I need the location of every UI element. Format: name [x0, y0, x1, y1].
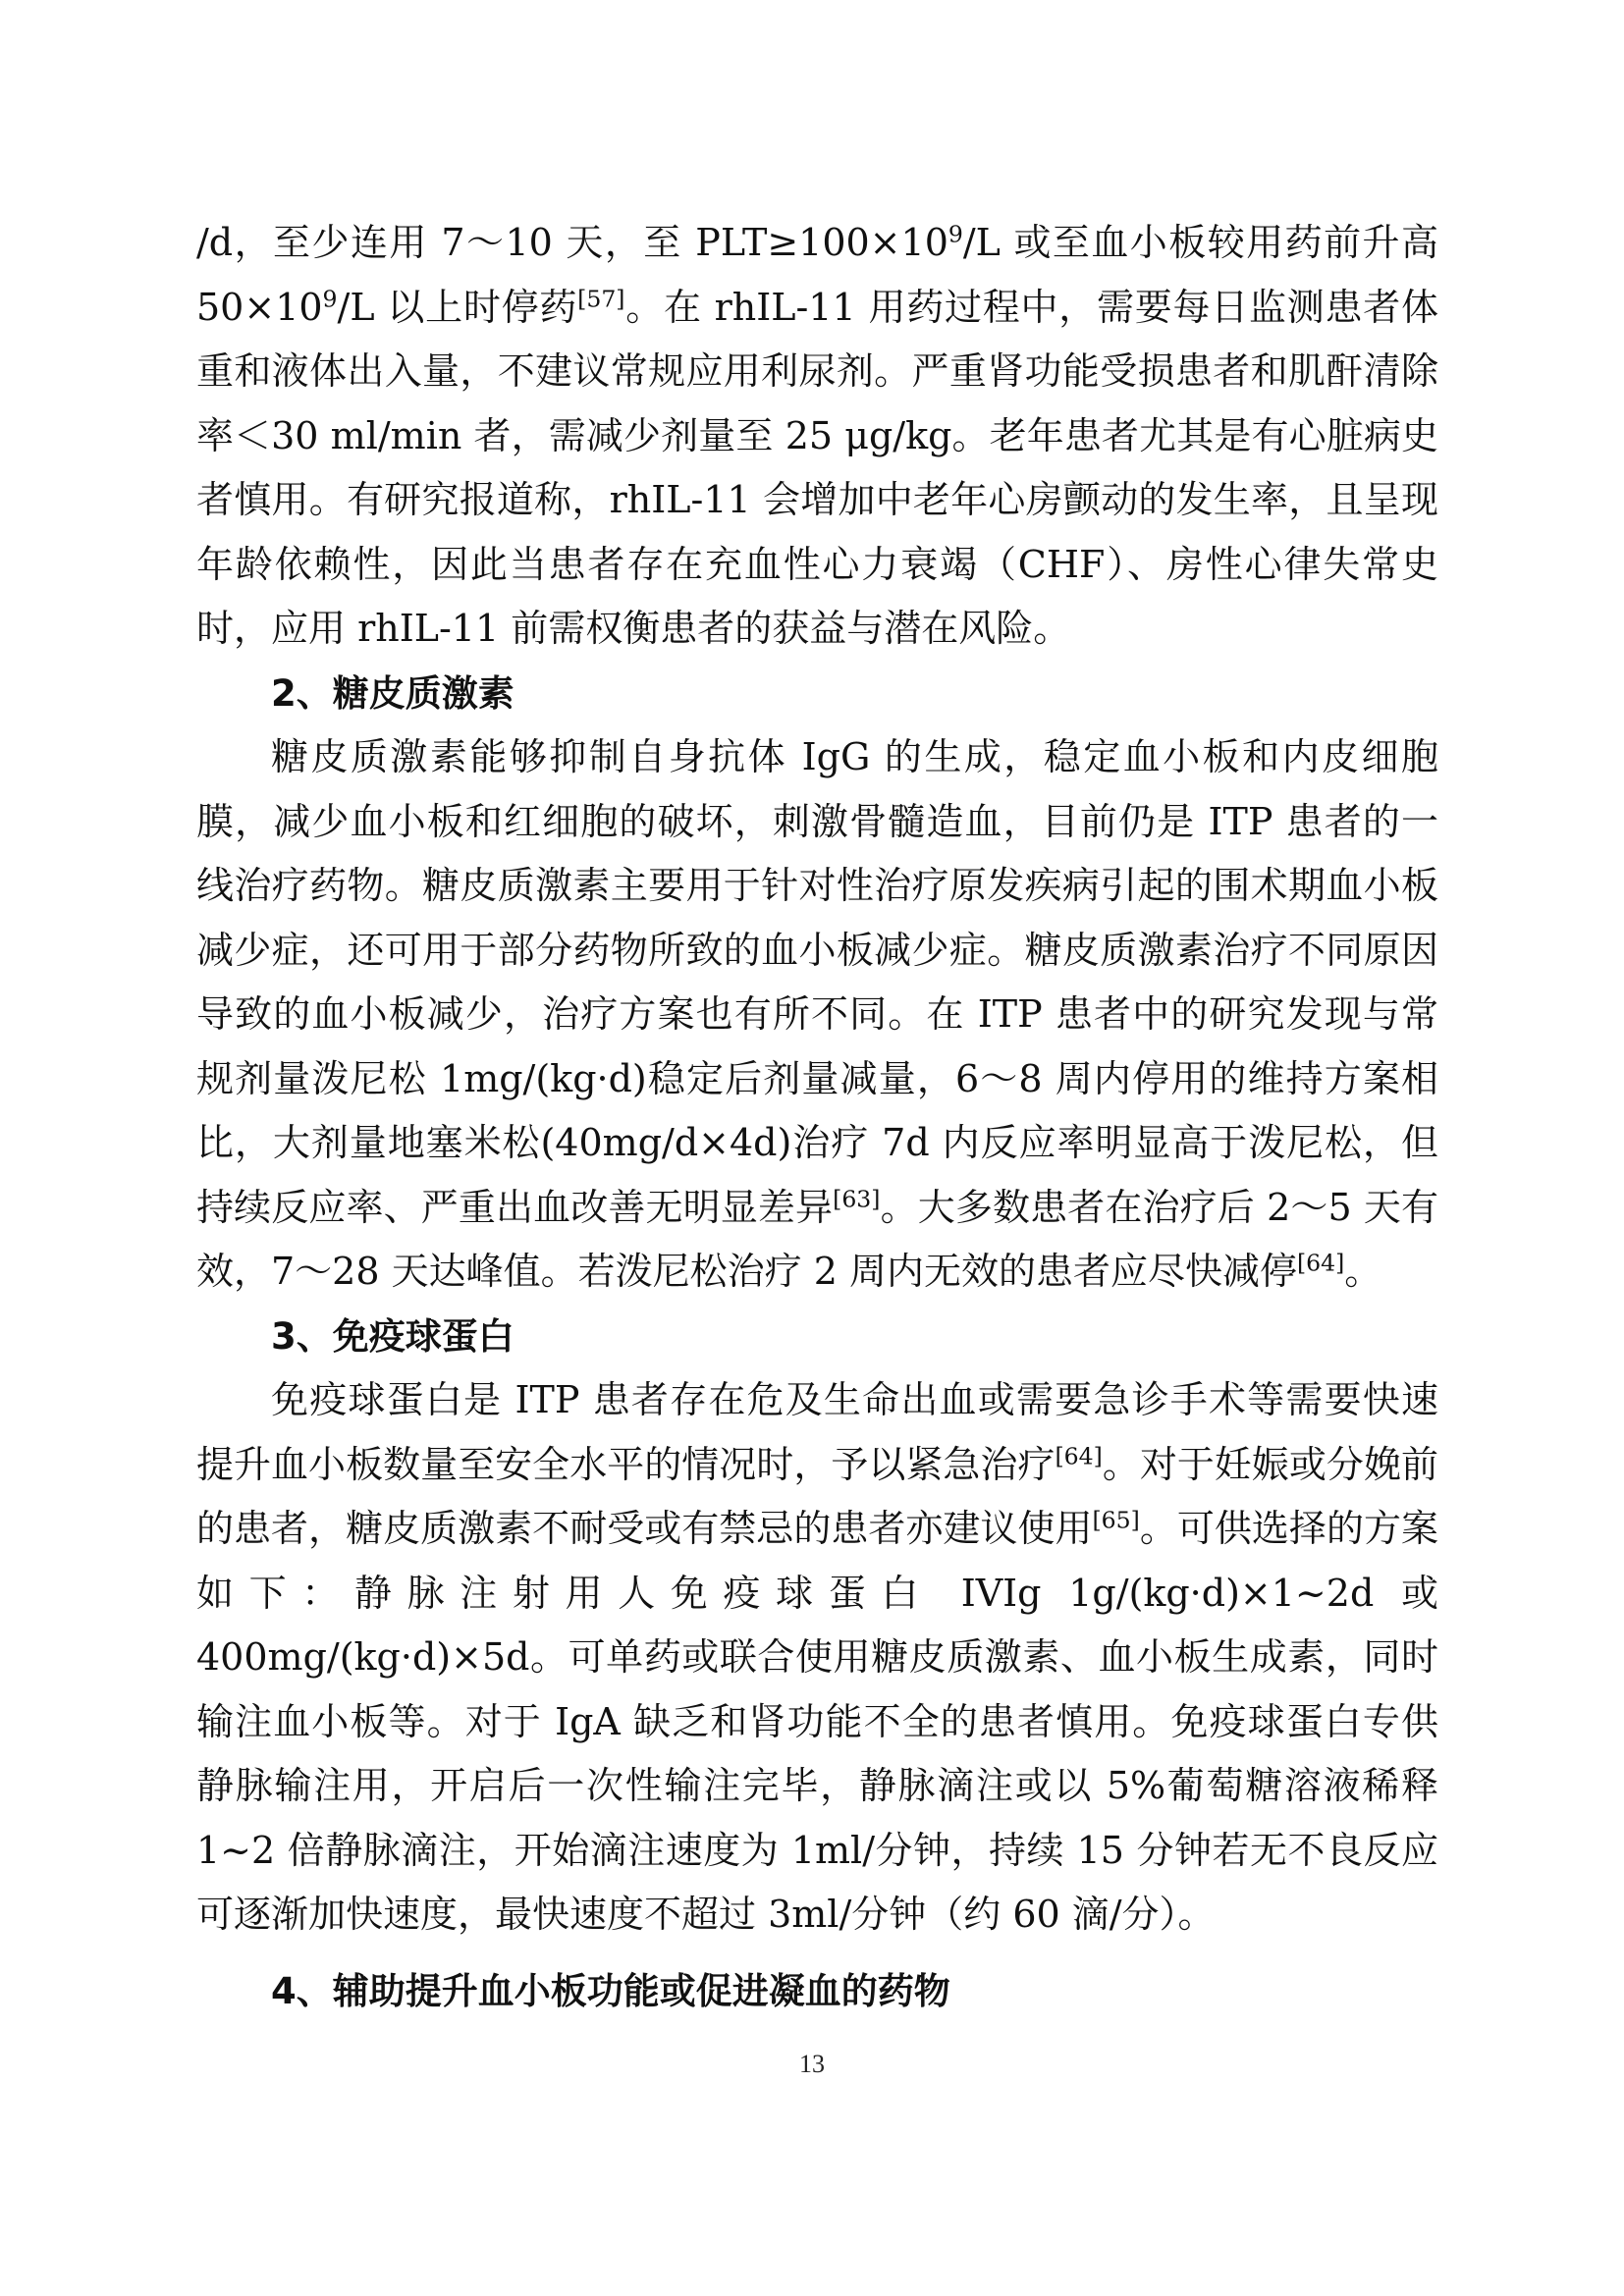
superscript: 9 [322, 284, 338, 312]
paragraph-glucocorticoids: 糖皮质激素能够抑制自身抗体 IgG 的生成，稳定血小板和内皮细胞膜，减少血小板和红细胞的破坏，刺激骨髓造血，目前仍是 ITP 患者的一线治疗药物。糖皮质激素主要用于针对性治疗原发疾病引起的围术期血小板减少症，还可用于部分药物所致的血小板减少症。糖皮质激素治疗不同原因导致的血小板减少，治疗方案也有所不同。在 ITP 患者中的研究发现与常规剂量泼尼松 1mg/(kg·d)稳定后剂量减量，6～8 周内停用的维持方案相比，大剂量地塞米松(40mg/d×4d)治疗 7d 内反应率明显高于泼尼松，但持续反应率、严重出血改善无明显差异[63]。大多数患者在治疗后 2～5 天有效，7～28 天达峰值。若泼尼松治疗 2 周内无效的患者应尽快减停[64]。 [196, 735, 1438, 1293]
section-heading-3: 3、免疫球蛋白 [271, 1314, 514, 1358]
citation: [64] [1055, 1441, 1103, 1469]
citation: [57] [577, 284, 625, 312]
citation: [65] [1092, 1506, 1140, 1534]
section-heading-2: 2、糖皮质激素 [271, 671, 514, 715]
section-heading-4: 4、辅助提升血小板功能或促进凝血的药物 [271, 1969, 950, 2012]
citation: [64] [1296, 1249, 1345, 1277]
paragraph-rhil11: /d，至少连用 7～10 天，至 $PLT\ge 100\times 10^9/L$ 或至血小板较用药前升高 $50\times 10^9/L$ 以上时停药[57]。在 rhIL-11 用药过程中，需要每日监测患者体重和液体出入量，不建议常规应用利尿剂。严重肾功能受损患者和肌酐清除率＜30 ml/min 者，需减少剂量至 25 μg/kg。老年患者尤其是有心脏病史者慎用。有研究报道称，rhIL-11 会增加中老年心房颤动的发生率，且呈现年龄依赖性，因此当患者存在充血性心力衰竭（CHF）、房性心律失常史时，应用 rhIL-11 前需权衡患者的获益与潜在风险。 [196, 220, 1438, 650]
paragraph-immunoglobulin: 免疫球蛋白是 ITP 患者存在危及生命出血或需要急诊手术等需要快速提升血小板数量至安全水平的情况时，予以紧急治疗[64]。对于妊娠或分娩前的患者，糖皮质激素不耐受或有禁忌的患者亦建议使用[65]。可供选择的方案如下：静脉注射用人免疫球蛋白 IVIg 1g/(kg·d)×1~2d 或 400mg/(kg·d)×5d。可单药或联合使用糖皮质激素、血小板生成素，同时输注血小板等。对于 IgA 缺乏和肾功能不全的患者慎用。免疫球蛋白专供静脉输注用，开启后一次性输注完毕，静脉滴注或以 5%葡萄糖溶液稀释 1~2 倍静脉滴注，开始滴注速度为 1ml/分钟，持续 15 分钟若无不良反应可逐渐加快速度，最快速度不超过 3ml/分钟（约 60 滴/分）。 [196, 1378, 1438, 1936]
document-page [196, 211, 1438, 2023]
superscript: 9 [947, 220, 963, 248]
page-number: 13 [799, 2050, 825, 2078]
citation: [63] [833, 1184, 881, 1212]
